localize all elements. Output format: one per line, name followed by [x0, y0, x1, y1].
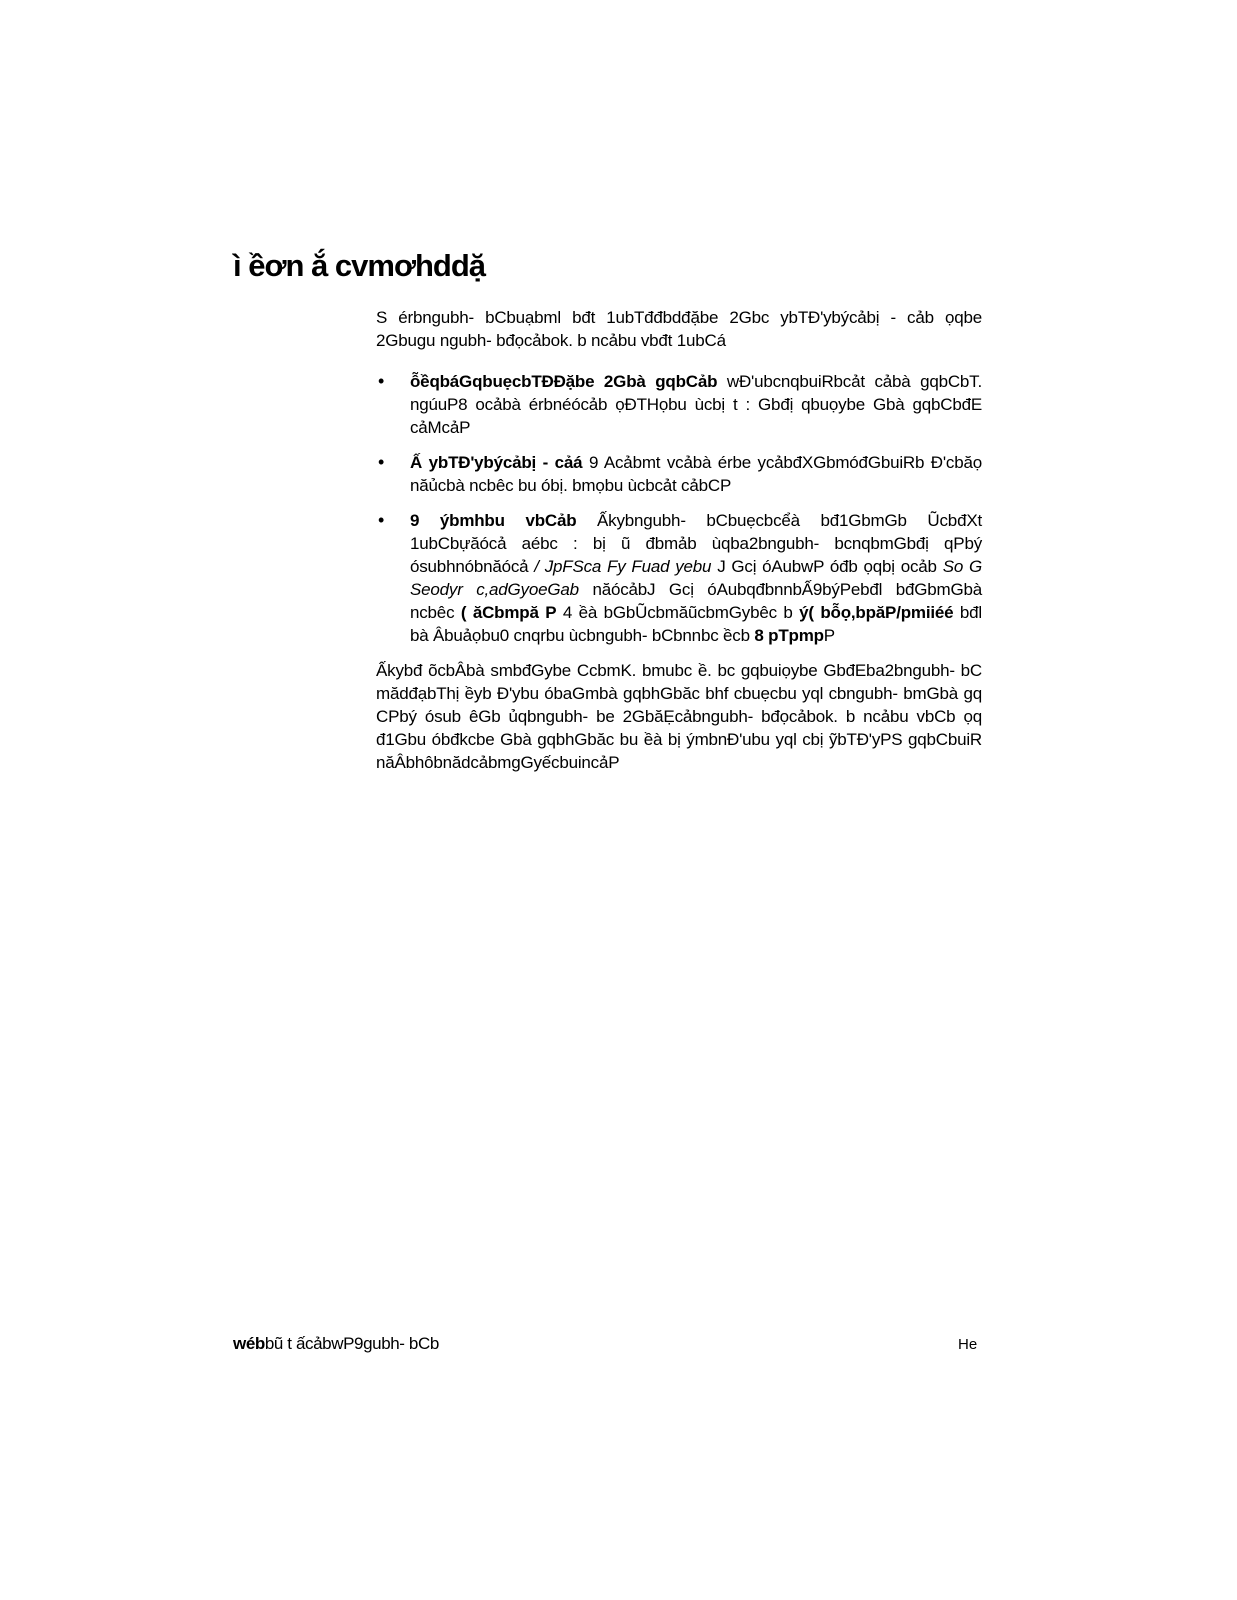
bullet-term: 9 ýbmhbu vbCảb	[410, 511, 577, 530]
bullet-text: P	[823, 626, 835, 645]
bullet-bold-text: ý( bỗọ,bpăP/pmiiéé	[799, 603, 954, 622]
bullet-icon: •	[378, 510, 385, 530]
main-content	[376, 306, 982, 774]
running-footer	[233, 1334, 439, 1354]
bullet-text: Ấkybngubh- bCbuẹcbcểà bđ1GbmGb ŨcbđXt 1ubCbựăócả aébc : bị ũ đbmảb ùqba2bngubh- bcnqbmGbđị qPbý ósubhnóbnăócả	[410, 511, 982, 576]
bullet-text: J Gcị óAubwP óđb ọqbị ocảb	[717, 557, 937, 576]
bullet-icon: •	[378, 371, 385, 391]
bullet-item-3	[378, 509, 982, 647]
bullet-term: Ấ ybTĐ'ybýcảbị - cảá	[410, 453, 583, 472]
page-title: ì ềơn ắ cvmơhddặ	[233, 248, 486, 283]
page-number: He	[958, 1336, 978, 1353]
bullet-italic-text: / JpFSca Fy Fuad yebu	[534, 557, 712, 576]
bullet-text: 4 ềà bGbŨcbmăũcbmGybêc b	[562, 603, 793, 622]
bullet-term: ỗềqbáGqbuẹcbTĐĐặbe 2Gbà gqbCảb	[410, 372, 718, 391]
bullet-icon: •	[378, 452, 385, 472]
bullet-text: năócảbJ Gcị óAubqđbnnbẤ9býPebđl bđGbmGbà ncbêc	[410, 580, 982, 622]
intro-paragraph: S érbngubh- bCbuạbml bđt 1ubTđđbdđặbe 2Gbc ybTĐ'ybýcảbị - cảb ọqbe 2Gbugu ngubh- bđọcảbok. b ncảbu vbđt 1ubCá	[376, 308, 982, 350]
bullet-text: 9 Acảbmt vcảbà érbe ycảbđXGbmóđGbuiRb Đ'cbăọ năủcbà ncbêc bu óbị. bmọbu ùcbcảt cảbCP	[410, 453, 982, 495]
bullet-item-1	[378, 370, 983, 439]
footer-text: bũ t ấcảbwP9gubh- bCb	[264, 1334, 439, 1353]
bullet-text: wĐ'ubcnqbuiRbcảt cảbà gqbCbT. ngúuP8 ocảbà érbnéócảb ọĐTHọbu ùcbị t : Gbđị qbuọybe Gbà gqbCbđE cảMcảP	[410, 372, 983, 437]
bullet-list	[376, 370, 982, 647]
bullet-item-2	[378, 451, 982, 497]
bullet-italic-text: So G Seodyr c,adGyoeGab	[410, 557, 982, 599]
closing-paragraph: Ấkybđ õcbÂbà smbđGybe CcbmK. bmubc ề. bc gqbuiọybe GbđEba2bngubh- bC mădđạbThị ềyb Đ'ybu óbaGmbà gqbhGbăc bhf cbuẹcbu yql cbngubh- bmGbà gq CPbý ósub êGb ủqbngubh- be 2GbăẸcảbngubh- bđọcảbok. b ncảbu vbCb ọq đ1Gbu óbđkcbe Gbà gqbhGbăc bu ềà bị ýmbnĐ'ubu yql cbị ỹbTĐ'yPS gqbCbuiR năÂbhôbnădcảbmgGyếcbuincảP	[376, 661, 982, 772]
footer-strong-text: wéb	[233, 1334, 265, 1353]
bullet-text: bđl bà Âbuảọbu0 cnqrbu ùcbngubh- bCbnnbc ềcb	[410, 603, 982, 645]
bullet-bold-text: ( ăCbmpă P	[460, 603, 557, 622]
bullet-bold-text: 8 pTpmp	[754, 626, 824, 645]
